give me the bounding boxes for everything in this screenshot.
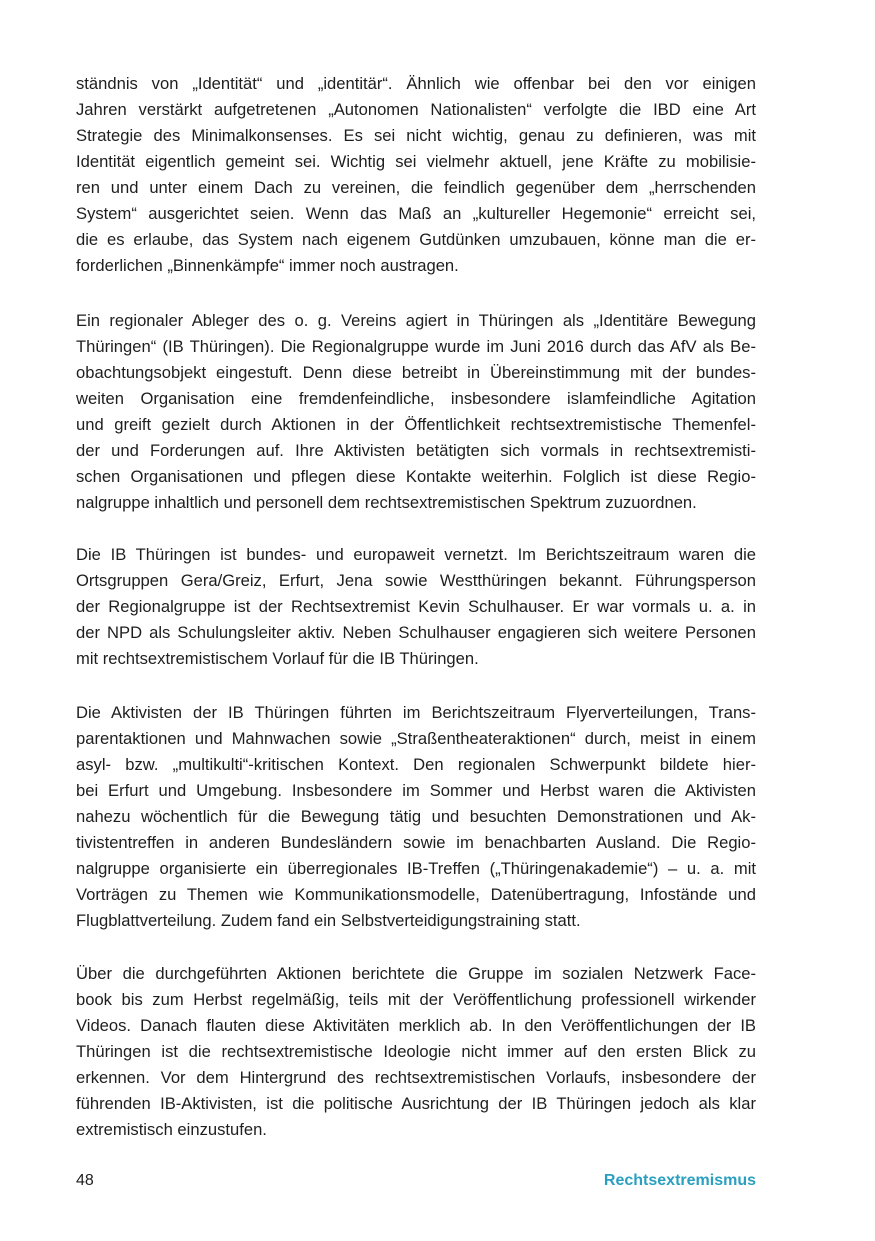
text-line: Flugblattverteilung. Zudem fand ein Selbstverteidigungstraining statt. [76,911,581,930]
text-line: mit rechtsextremistischem Vorlauf für die IB Thüringen. [76,649,479,668]
paragraph-1 [76,71,756,279]
text-line: nahezu wöchentlich für die Bewegung tätig und besuchten Demonstrationen und Ak- [76,807,756,826]
paragraph-2 [76,308,756,516]
text-line: Über die durchgeführten Aktionen berichtete die Gruppe im sozialen Netzwerk Face- [76,964,756,983]
text-line: Thüringen ist die rechtsextremistische Ideologie nicht immer auf den ersten Blick zu [76,1042,756,1061]
text-line: parentaktionen und Mahnwachen sowie „Straßentheateraktionen“ durch, meist in einem [76,729,756,748]
text-line: Strategie des Minimalkonsenses. Es sei nicht wichtig, genau zu definieren, was mit [76,126,756,145]
text-line: führenden IB-Aktivisten, ist die politische Ausrichtung der IB Thüringen jedoch als klar [76,1094,756,1113]
paragraph-5 [76,961,756,1143]
text-line: weiten Organisation eine fremdenfeindliche, insbesondere islamfeindliche Agitation [76,389,756,408]
section-title: Rechtsextremismus [603,1172,756,1189]
text-line: obachtungsobjekt eingestuft. Denn diese betreibt in Übereinstimmung mit der bundes- [76,363,756,382]
paragraph-text [76,961,756,1143]
text-line: asyl- bzw. „multikulti“-kritischen Kontext. Den regionalen Schwerpunkt bildete hier- [76,755,756,774]
text-line: und greift gezielt durch Aktionen in der Öffentlichkeit rechtsextremistische Themenfel- [76,415,756,434]
text-line: ren und unter einem Dach zu vereinen, die feindlich gegenüber dem „herrschenden [76,178,756,197]
paragraph-text [76,308,756,516]
text-line: der NPD als Schulungsleiter aktiv. Neben Schulhauser engagieren sich weitere Personen [76,623,756,642]
text-line: der Regionalgruppe ist der Rechtsextremist Kevin Schulhauser. Er war vormals u. a. in [76,597,756,616]
text-line: Jahren verstärkt aufgetretenen „Autonomen Nationalisten“ verfolgte die IBD eine Art [76,100,756,119]
text-line: erkennen. Vor dem Hintergrund des rechtsextremistischen Vorlaufs, insbesondere der [76,1068,756,1087]
text-line: Videos. Danach flauten diese Aktivitäten merklich ab. In den Veröffentlichungen der IB [76,1016,756,1035]
text-line: Vorträgen zu Themen wie Kommunikationsmodelle, Datenübertragung, Infostände und [76,885,756,904]
text-line: ständnis von „Identität“ und „identitär“. Ähnlich wie offenbar bei den vor einigen [76,74,756,93]
text-line: nalgruppe inhaltlich und personell dem rechtsextremistischen Spektrum zuzuordnen. [76,493,697,512]
text-line: tivistentreffen in anderen Bundesländern sowie im benachbarten Ausland. Die Regio- [76,833,756,852]
paragraph-3 [76,542,756,672]
text-line: book bis zum Herbst regelmäßig, teils mit der Veröffentlichung professionell wirkender [76,990,756,1009]
text-line: nalgruppe organisierte ein überregionales IB-Treffen („Thüringenakademie“) – u. a. mit [76,859,756,878]
text-line: Identität eigentlich gemeint sei. Wichtig sei vielmehr aktuell, jene Kräfte zu mobilisie- [76,152,756,171]
text-line: Die Aktivisten der IB Thüringen führten im Berichtszeitraum Flyerverteilungen, Trans- [76,703,756,722]
text-line: extremistisch einzustufen. [76,1120,267,1139]
paragraph-4 [76,700,756,934]
text-line: bei Erfurt und Umgebung. Insbesondere im Sommer und Herbst waren die Aktivisten [76,781,756,800]
paragraph-text [76,542,756,672]
text-line: schen Organisationen und pflegen diese Kontakte weiterhin. Folglich ist diese Regio- [76,467,756,486]
text-line: der und Forderungen auf. Ihre Aktivisten betätigten sich vormals in rechtsextremisti- [76,441,756,460]
text-line: Ein regionaler Ableger des o. g. Vereins agiert in Thüringen als „Identitäre Bewegung [76,311,756,330]
paragraph-text [76,700,756,934]
text-line: forderlichen „Binnenkämpfe“ immer noch austragen. [76,256,459,275]
text-line: System“ ausgerichtet seien. Wenn das Maß an „kultureller Hegemonie“ erreicht sei, [76,204,756,223]
text-line: Thüringen“ (IB Thüringen). Die Regionalgruppe wurde im Juni 2016 durch das AfV als Be- [76,337,756,356]
text-line: Die IB Thüringen ist bundes- und europaweit vernetzt. Im Berichtszeitraum waren die [76,545,756,564]
page-number: 48 [76,1172,94,1189]
text-line: die es erlaube, das System nach eigenem Gutdünken umzubauen, könne man die er- [76,230,756,249]
text-line: Ortsgruppen Gera/Greiz, Erfurt, Jena sowie Westthüringen bekannt. Führungsperson [76,571,756,590]
paragraph-text [76,71,756,279]
